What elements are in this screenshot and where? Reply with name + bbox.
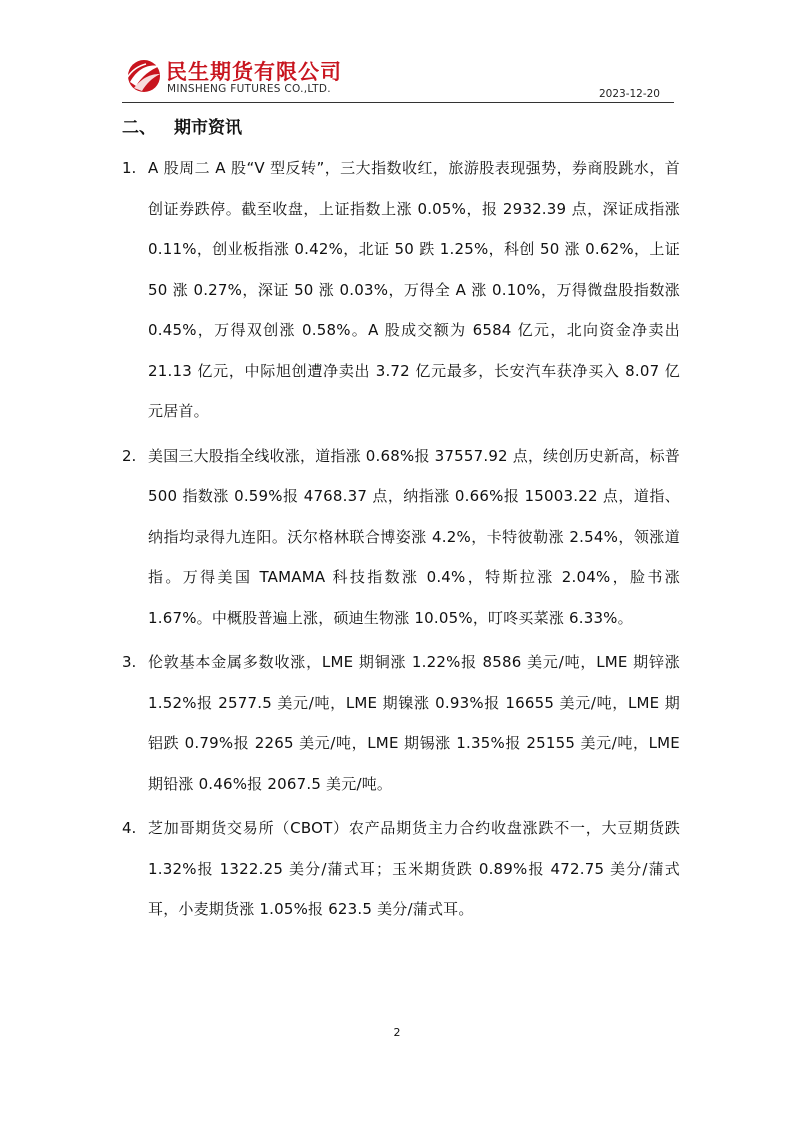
news-item-text: 美国三大股指全线收涨，道指涨 0.68%报 37557.92 点，续创历史新高，标普 500 指数涨 0.59%报 4768.37 点，纳指涨 0.66%报 15003.22 点，道指、纳指均录得九连阳。沃尔格林联合博姿涨 4.2%，卡特彼勒涨 2.54%，领涨道指。万得美国 TAMAMA 科技指数涨 0.4%，特斯拉涨 2.04%，脸书涨 1.67%。中概股普遍上涨，硕迪生物涨 10.05%，叮咚买菜涨 6.33%。 [148, 446, 680, 627]
news-item-number: 2. [122, 446, 137, 465]
news-item-number: 1. [122, 159, 137, 177]
section-number: 二、 [122, 118, 156, 138]
news-item [122, 148, 680, 432]
news-item [122, 808, 680, 930]
news-item-number: 3. [122, 653, 137, 671]
page-header [122, 52, 674, 102]
report-date: 2023-12-20 [598, 88, 660, 100]
news-item-text: 伦敦基本金属多数收涨，LME 期铜涨 1.22%报 8586 美元/吨，LME 期锌涨 1.52%报 2577.5 美元/吨，LME 期镍涨 0.93%报 16655 美元/吨，LME 期铝跌 0.79%报 2265 美元/吨，LME 期锡涨 1.35%报 25155 美元/吨，LME 期铅涨 0.46%报 2067.5 美元/吨。 [148, 653, 680, 793]
news-list [122, 148, 680, 934]
company-name-cn: 民生期货有限公司 [166, 60, 342, 84]
page-number: 2 [393, 1026, 401, 1039]
section-heading [122, 113, 242, 138]
news-item [122, 436, 680, 639]
news-item-text: A 股周二 A 股“V 型反转”，三大指数收红，旅游股表现强势，券商股跳水，首创证券跌停。截至收盘，上证指数上涨 0.05%，报 2932.39 点，深证成指涨 0.11%，创业板指涨 0.42%，北证 50 跌 1.25%，科创 50 涨 0.62%，上证 50 涨 0.27%，深证 50 涨 0.03%，万得全 A 涨 0.10%，万得微盘股指数涨 0.45%，万得双创涨 0.58%。A 股成交额为 6584 亿元，北向资金净卖出 21.13 亿元，中际旭创遭净卖出 3.72 亿元最多，长安汽车获净买入 8.07 亿元居首。 [148, 159, 680, 420]
minsheng-logo-icon [124, 58, 164, 94]
section-title: 期市资讯 [174, 118, 242, 138]
news-item-number: 4. [122, 819, 137, 837]
header-divider [122, 102, 674, 103]
company-name-en: MINSHENG FUTURES CO.,LTD. [167, 83, 331, 95]
news-item [122, 642, 680, 804]
news-item-text: 芝加哥期货交易所（CBOT）农产品期货主力合约收盘涨跌不一，大豆期货跌 1.32%报 1322.25 美分/蒲式耳；玉米期货跌 0.89%报 472.75 美分/蒲式耳，小麦期货涨 1.05%报 623.5 美分/蒲式耳。 [148, 819, 680, 918]
